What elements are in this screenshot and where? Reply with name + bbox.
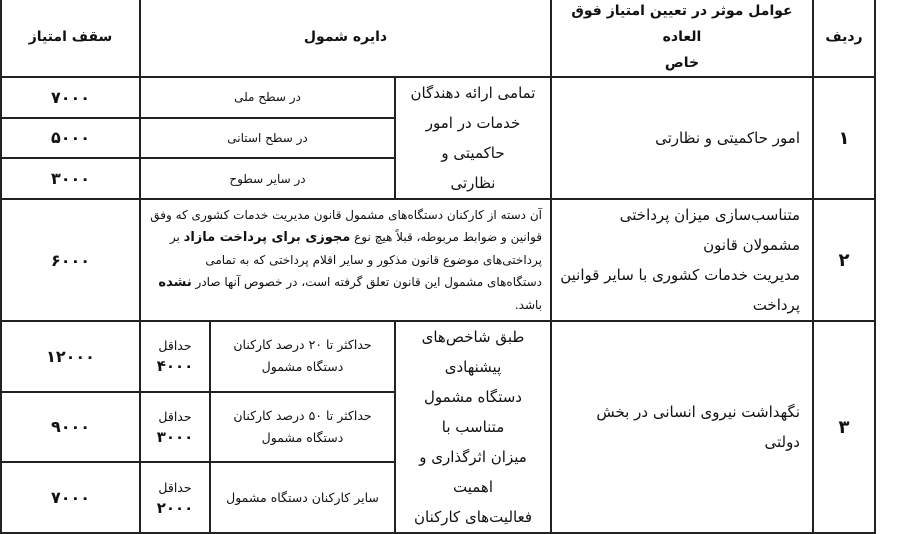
factor-line: متناسب‌سازی میزان پرداختی مشمولان قانون bbox=[619, 206, 800, 254]
scope-cell bbox=[395, 77, 551, 199]
description-emphasis: مجوزی برای پرداخت مازاد bbox=[183, 230, 351, 245]
row-number: ۲ bbox=[813, 199, 875, 321]
min-cell bbox=[140, 321, 210, 392]
header-scope: دایره شمول bbox=[140, 0, 551, 77]
header-radif: ردیف bbox=[813, 0, 875, 77]
tier-cell bbox=[210, 321, 395, 392]
tier-cell bbox=[210, 392, 395, 463]
scope-line: فعالیت‌های کارکنان bbox=[413, 508, 532, 526]
row-number: ۳ bbox=[813, 321, 875, 533]
eligibility-description bbox=[140, 199, 551, 321]
min-value: ۴۰۰۰ bbox=[156, 357, 194, 376]
scope-line: خدمات در امور حاکمیتی و bbox=[425, 114, 521, 162]
header-factors-line1: عوامل موثر در تعیین امتیاز فوق العاده bbox=[571, 3, 793, 45]
table-row bbox=[1, 321, 875, 392]
scope-line: نظارتی bbox=[450, 174, 496, 192]
scope-line: تمامی ارائه دهندگان bbox=[410, 84, 536, 102]
scope-cell bbox=[395, 321, 551, 533]
table-row bbox=[1, 199, 875, 321]
description-text: آن دسته از کارکنان دستگاه‌های مشمول قانون مدیریت خدمات کشوری که وفق قوانین و ضوابط مربوطه، قبلاً هیچ نوع bbox=[150, 208, 542, 244]
description-text: باشد. bbox=[514, 298, 542, 312]
min-label: حداقل bbox=[158, 338, 192, 354]
cap-value: ۱۲۰۰۰ bbox=[1, 321, 140, 392]
scope-line: طبق شاخص‌های پیشنهادی bbox=[421, 328, 525, 376]
header-factors bbox=[551, 0, 813, 77]
header-cap: سقف امتیاز bbox=[1, 0, 140, 77]
cap-value: ۷۰۰۰ bbox=[1, 462, 140, 533]
min-cell bbox=[140, 462, 210, 533]
description-emphasis: نشده bbox=[158, 275, 192, 290]
description-text: بر پرداختی‌های موضوع قانون مذکور و سایر اقلام پرداختی که به تمامی دستگاه‌های مشمول این قانون تعلق گرفته است، در خصوص آنها صادر bbox=[169, 230, 542, 289]
level-cell: در سایر سطوح bbox=[140, 158, 395, 199]
factor-cell: نگهداشت نیروی انسانی در بخش دولتی bbox=[551, 321, 813, 533]
factor-cell bbox=[551, 199, 813, 321]
header-factors-line2: خاص bbox=[664, 55, 700, 71]
scope-line: میزان اثرگذاری و اهمیت bbox=[419, 448, 527, 496]
min-label: حداقل bbox=[158, 408, 192, 424]
cap-value: ۷۰۰۰ bbox=[1, 77, 140, 118]
tier-line: حداکثر تا ۵۰ درصد کارکنان bbox=[233, 407, 372, 423]
factor-cell: امور حاکمیتی و نظارتی bbox=[551, 77, 813, 199]
tier-line: دستگاه مشمول bbox=[261, 429, 344, 445]
tier-line: دستگاه مشمول bbox=[261, 359, 344, 375]
row-number: ۱ bbox=[813, 77, 875, 199]
cap-value: ۵۰۰۰ bbox=[1, 118, 140, 159]
cap-value: ۹۰۰۰ bbox=[1, 392, 140, 463]
min-value: ۳۰۰۰ bbox=[156, 427, 194, 446]
cap-value: ۳۰۰۰ bbox=[1, 158, 140, 199]
level-cell: در سطح ملی bbox=[140, 77, 395, 118]
table-row bbox=[1, 77, 875, 118]
tier-line: حداکثر تا ۲۰ درصد کارکنان bbox=[233, 337, 372, 353]
factor-line: مدیریت خدمات کشوری با سایر قوانین پرداخت bbox=[560, 266, 800, 314]
level-cell: در سطح استانی bbox=[140, 118, 395, 159]
scope-line: دستگاه مشمول متناسب با bbox=[424, 388, 522, 436]
min-label: حداقل bbox=[158, 479, 192, 495]
min-value: ۲۰۰۰ bbox=[156, 498, 194, 517]
tier-line: سایر کارکنان دستگاه مشمول bbox=[226, 489, 379, 505]
min-cell bbox=[140, 392, 210, 463]
cap-value: ۶۰۰۰ bbox=[1, 199, 140, 321]
header-row bbox=[1, 0, 875, 77]
tier-cell bbox=[210, 462, 395, 533]
